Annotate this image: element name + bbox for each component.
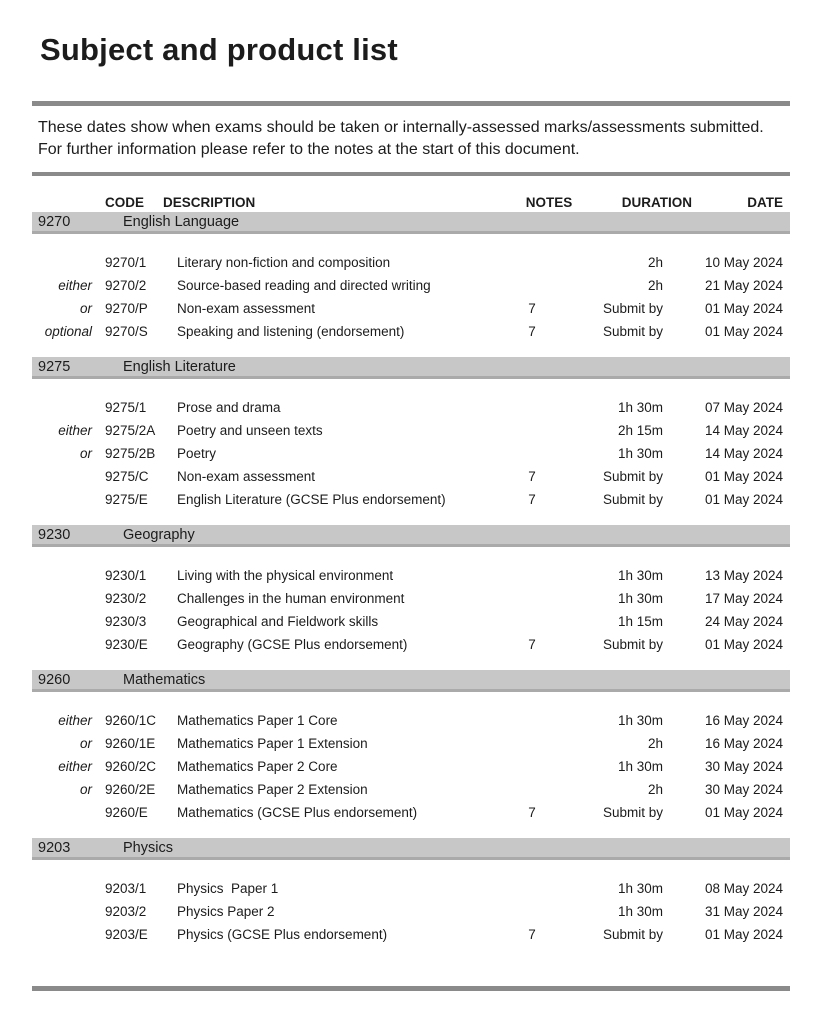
subject-section — [32, 357, 790, 525]
row-date: 21 May 2024 — [704, 278, 783, 293]
row-description: Speaking and listening (endorsement) — [177, 324, 405, 339]
row-date: 01 May 2024 — [704, 927, 783, 942]
row-notes: 7 — [528, 301, 536, 316]
section-code: 9275 — [38, 358, 71, 375]
table-row — [32, 442, 790, 465]
row-notes: 7 — [528, 637, 536, 652]
subject-section — [32, 212, 790, 357]
row-code: 9270/1 — [105, 255, 147, 270]
section-title: Mathematics — [123, 671, 206, 688]
row-duration: Submit by — [602, 492, 663, 507]
row-duration: 1h 30m — [617, 713, 663, 728]
row-code: 9275/E — [105, 492, 148, 507]
row-duration: Submit by — [602, 301, 663, 316]
section-header — [32, 212, 790, 234]
row-duration: 2h — [647, 736, 663, 751]
row-duration: 1h 30m — [617, 446, 663, 461]
divider-top — [32, 101, 790, 106]
row-duration: 1h 30m — [617, 904, 663, 919]
row-description: Non-exam assessment — [177, 469, 316, 484]
row-code: 9270/S — [105, 324, 148, 339]
row-code: 9203/1 — [105, 881, 147, 896]
row-date: 31 May 2024 — [704, 904, 783, 919]
section-title: English Language — [123, 213, 240, 230]
divider-intro — [32, 172, 790, 177]
row-duration: Submit by — [602, 637, 663, 652]
row-code: 9270/2 — [105, 278, 147, 293]
row-date: 01 May 2024 — [704, 324, 783, 339]
row-date: 07 May 2024 — [704, 400, 783, 415]
intro-text: These dates show when exams should be taken or internally-assessed marks/assessments submitted. For further information please refer to the notes at the start of this document. — [38, 118, 773, 158]
table-row — [32, 732, 790, 755]
section-header — [32, 838, 790, 860]
row-date: 30 May 2024 — [704, 782, 783, 797]
row-description: Poetry — [177, 446, 217, 461]
row-date: 16 May 2024 — [704, 713, 783, 728]
row-qualifier: or — [79, 736, 92, 751]
row-date: 13 May 2024 — [704, 568, 783, 583]
section-rows — [32, 860, 790, 960]
row-code: 9275/2A — [105, 423, 156, 438]
row-code: 9230/3 — [105, 614, 147, 629]
row-description: English Literature (GCSE Plus endorsement) — [177, 492, 446, 507]
row-description: Physics Paper 1 — [177, 881, 279, 896]
row-notes: 7 — [528, 492, 536, 507]
column-header-duration: DURATION — [621, 194, 692, 210]
section-title: Geography — [123, 526, 195, 543]
row-code: 9230/2 — [105, 591, 147, 606]
section-rows — [32, 379, 790, 525]
section-code: 9270 — [38, 213, 71, 230]
row-description: Source-based reading and directed writing — [177, 278, 431, 293]
row-description: Physics Paper 2 — [177, 904, 275, 919]
section-header — [32, 670, 790, 692]
row-code: 9275/C — [105, 469, 149, 484]
row-duration: Submit by — [602, 324, 663, 339]
row-duration: 2h 15m — [617, 423, 663, 438]
row-duration: 2h — [647, 782, 663, 797]
row-qualifier: or — [79, 446, 92, 461]
row-date: 16 May 2024 — [704, 736, 783, 751]
table-row — [32, 274, 790, 297]
row-duration: 2h — [647, 278, 663, 293]
row-description: Geography (GCSE Plus endorsement) — [177, 637, 408, 652]
row-date: 14 May 2024 — [704, 446, 783, 461]
row-description: Mathematics Paper 1 Extension — [177, 736, 368, 751]
row-duration: 1h 30m — [617, 400, 663, 415]
table-row — [32, 778, 790, 801]
row-date: 01 May 2024 — [704, 805, 783, 820]
row-duration: Submit by — [602, 805, 663, 820]
row-description: Non-exam assessment — [177, 301, 316, 316]
section-header — [32, 357, 790, 379]
row-notes: 7 — [528, 805, 536, 820]
table-row — [32, 801, 790, 824]
section-header — [32, 525, 790, 547]
row-notes: 7 — [528, 469, 536, 484]
row-duration: 1h 30m — [617, 568, 663, 583]
table-row — [32, 587, 790, 610]
row-code: 9260/1C — [105, 713, 157, 728]
row-qualifier: either — [58, 713, 92, 728]
table-row — [32, 419, 790, 442]
table-body — [32, 212, 790, 960]
row-duration: 1h 15m — [617, 614, 663, 629]
row-date: 01 May 2024 — [704, 492, 783, 507]
row-date: 01 May 2024 — [704, 301, 783, 316]
row-description: Mathematics (GCSE Plus endorsement) — [177, 805, 418, 820]
row-date: 30 May 2024 — [704, 759, 783, 774]
row-date: 01 May 2024 — [704, 469, 783, 484]
section-code: 9230 — [38, 526, 71, 543]
row-duration: 1h 30m — [617, 881, 663, 896]
subject-section — [32, 838, 790, 960]
row-code: 9275/2B — [105, 446, 156, 461]
row-qualifier: or — [79, 782, 92, 797]
row-duration: Submit by — [602, 469, 663, 484]
subject-section — [32, 525, 790, 670]
row-description: Poetry and unseen texts — [177, 423, 323, 438]
row-notes: 7 — [528, 324, 536, 339]
table-row — [32, 755, 790, 778]
row-duration: 2h — [647, 255, 663, 270]
row-description: Living with the physical environment — [177, 568, 394, 583]
section-rows — [32, 234, 790, 357]
subject-section — [32, 670, 790, 838]
row-code: 9230/E — [105, 637, 148, 652]
row-code: 9260/1E — [105, 736, 156, 751]
table-row — [32, 610, 790, 633]
row-qualifier: either — [58, 278, 92, 293]
row-date: 17 May 2024 — [704, 591, 783, 606]
row-description: Challenges in the human environment — [177, 591, 405, 606]
section-rows — [32, 692, 790, 838]
page-title: Subject and product list — [40, 32, 398, 67]
table-row — [32, 465, 790, 488]
row-code: 9275/1 — [105, 400, 147, 415]
section-title: English Literature — [123, 358, 236, 375]
row-code: 9230/1 — [105, 568, 147, 583]
row-code: 9260/2C — [105, 759, 157, 774]
row-description: Mathematics Paper 2 Core — [177, 759, 338, 774]
row-code: 9260/E — [105, 805, 148, 820]
row-description: Prose and drama — [177, 400, 281, 415]
column-header-description: DESCRIPTION — [163, 194, 256, 210]
row-duration: 1h 30m — [617, 759, 663, 774]
row-description: Geographical and Fieldwork skills — [177, 614, 379, 629]
table-header — [32, 192, 790, 212]
row-date: 10 May 2024 — [704, 255, 783, 270]
table-row — [32, 251, 790, 274]
table-row — [32, 320, 790, 343]
row-qualifier: optional — [44, 324, 92, 339]
table-row — [32, 877, 790, 900]
row-duration: 1h 30m — [617, 591, 663, 606]
row-duration: Submit by — [602, 927, 663, 942]
row-qualifier: or — [79, 301, 92, 316]
row-date: 24 May 2024 — [704, 614, 783, 629]
column-header-code: CODE — [105, 194, 145, 210]
section-code: 9203 — [38, 839, 71, 856]
row-description: Literary non-fiction and composition — [177, 255, 391, 270]
row-qualifier: either — [58, 423, 92, 438]
row-notes: 7 — [528, 927, 536, 942]
row-description: Mathematics Paper 1 Core — [177, 713, 338, 728]
table-row — [32, 900, 790, 923]
row-qualifier: either — [58, 759, 92, 774]
column-header-date: DATE — [747, 194, 783, 210]
table-row — [32, 488, 790, 511]
table-row — [32, 564, 790, 587]
column-header-notes: NOTES — [525, 194, 573, 210]
row-description: Physics (GCSE Plus endorsement) — [177, 927, 388, 942]
section-rows — [32, 547, 790, 670]
divider-bottom — [32, 986, 790, 991]
row-description: Mathematics Paper 2 Extension — [177, 782, 368, 797]
table-row — [32, 923, 790, 946]
table-row — [32, 633, 790, 656]
row-date: 08 May 2024 — [704, 881, 783, 896]
section-title: Physics — [123, 839, 173, 856]
table-row — [32, 709, 790, 732]
row-date: 14 May 2024 — [704, 423, 783, 438]
row-code: 9260/2E — [105, 782, 156, 797]
table-row — [32, 297, 790, 320]
row-date: 01 May 2024 — [704, 637, 783, 652]
table-row — [32, 396, 790, 419]
row-code: 9270/P — [105, 301, 148, 316]
row-code: 9203/2 — [105, 904, 147, 919]
row-code: 9203/E — [105, 927, 148, 942]
section-code: 9260 — [38, 671, 71, 688]
